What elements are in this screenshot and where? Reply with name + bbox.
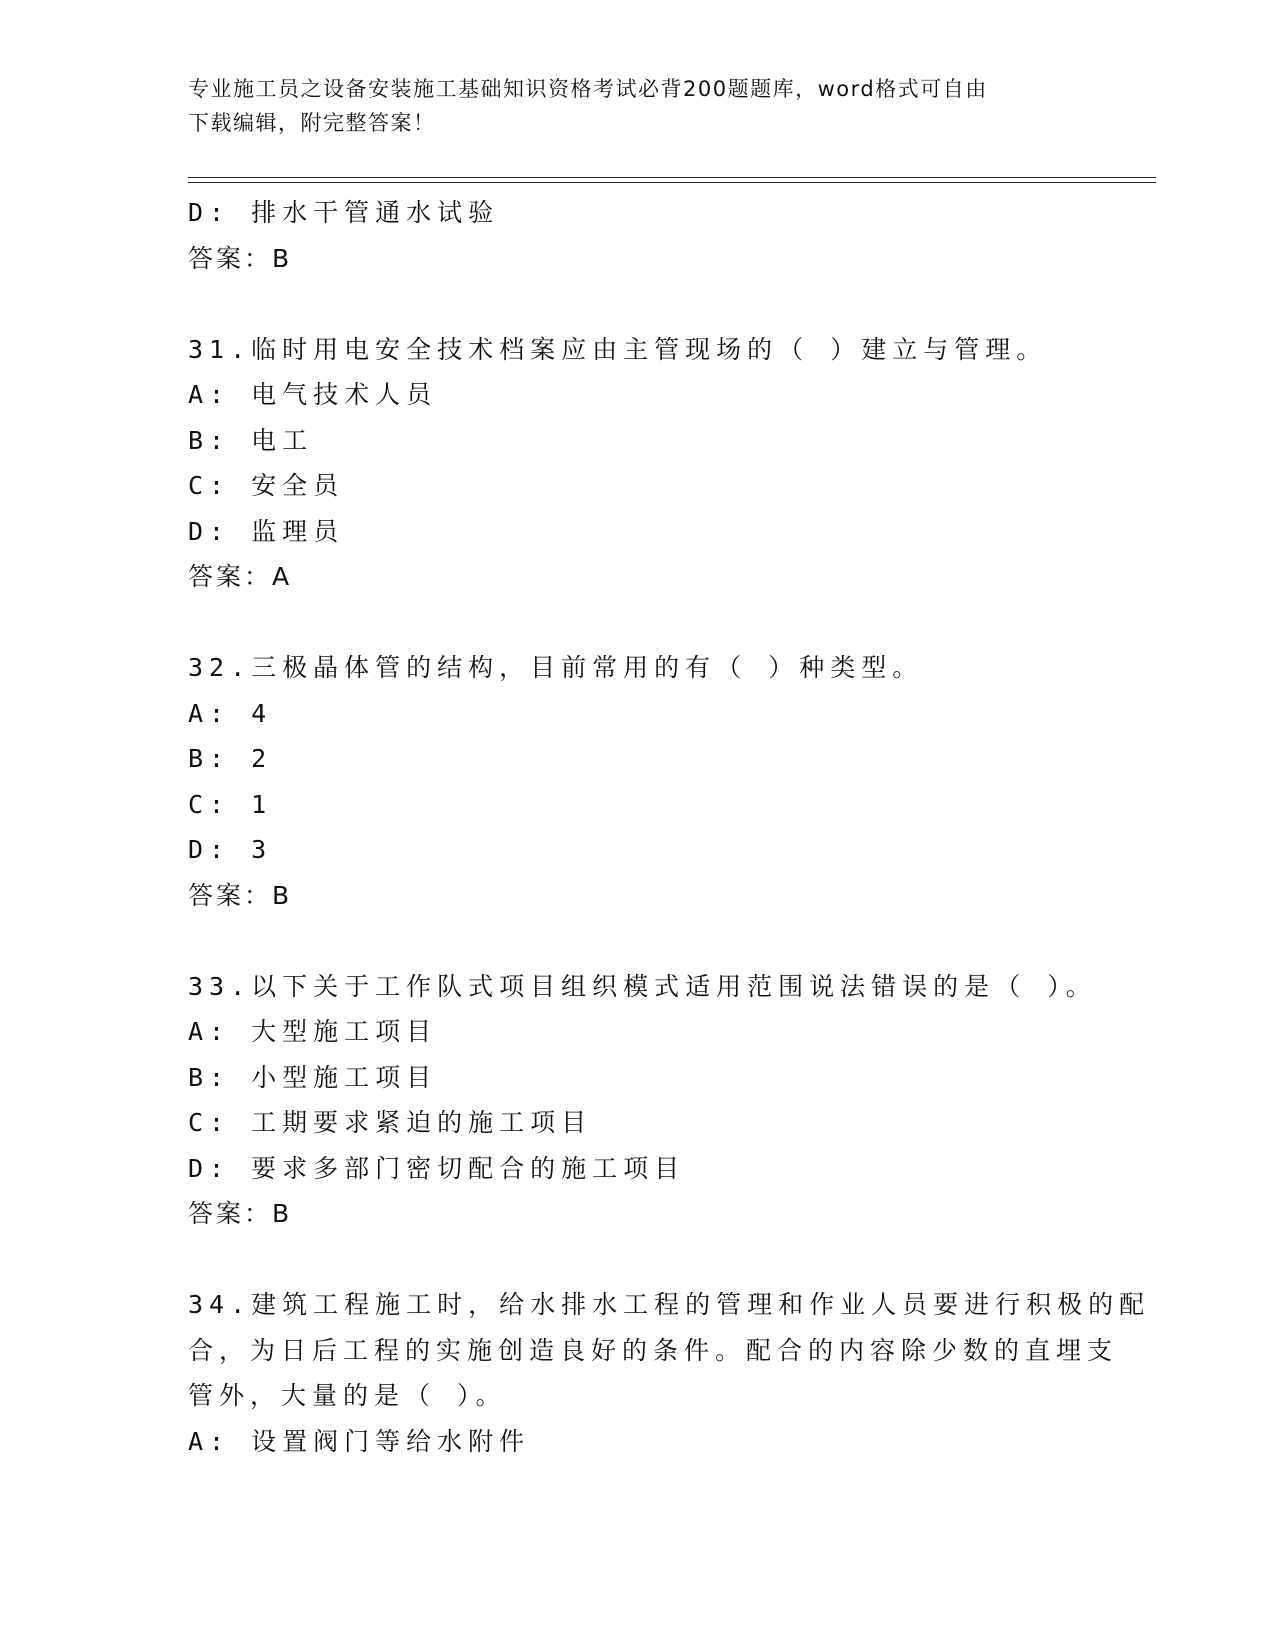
option-c: C: 工期要求紧迫的施工项目 xyxy=(188,1108,593,1137)
header-line-1: 专业施工员之设备安装施工基础知识资格考试必背200题题库，word格式可自由 xyxy=(188,77,988,101)
option-a: A: 电气技术人员 xyxy=(188,380,438,409)
option-d: D: 监理员 xyxy=(188,516,345,546)
answer: 答案：B xyxy=(188,1199,293,1228)
question-31 xyxy=(188,327,1088,600)
document-header xyxy=(188,72,1088,140)
question-text-line-1: 34.建筑工程施工时，给水排水工程的管理和作业人员要进行积极的配 xyxy=(188,1290,1151,1319)
option-b: B: 电工 xyxy=(188,425,314,455)
question-text-line-2: 合，为日后工程的实施创造良好的条件。配合的内容除少数的直埋支 xyxy=(188,1335,1119,1365)
header-rule-bottom xyxy=(188,182,1156,183)
question-33 xyxy=(188,964,1097,1237)
option-d: D: 要求多部门密切配合的施工项目 xyxy=(188,1153,686,1183)
header-line-2: 下载编辑，附完整答案！ xyxy=(188,111,436,135)
answer: 答案：B xyxy=(188,880,293,910)
question-text: 31.临时用电安全技术档案应由主管现场的（ ）建立与管理。 xyxy=(188,334,1048,364)
spacer xyxy=(188,1237,1088,1283)
option-c: C: 安全员 xyxy=(188,471,345,500)
option-d: D: 3 xyxy=(188,835,273,864)
spacer xyxy=(188,918,1088,964)
question-text-line-3: 管外，大量的是（ ）。 xyxy=(188,1381,507,1410)
question-list xyxy=(188,190,1151,1464)
option-b: B: 2 xyxy=(188,744,273,773)
option-d: D: 排水干管通水试验 xyxy=(188,198,500,227)
option-c: C: 1 xyxy=(188,789,273,819)
option-a: A: 4 xyxy=(188,698,273,728)
answer: 答案：A xyxy=(188,562,293,591)
option-b: B: 小型施工项目 xyxy=(188,1062,438,1092)
question-32 xyxy=(188,645,1088,918)
question-text: 33.以下关于工作队式项目组织模式适用范围说法错误的是（ ）。 xyxy=(188,971,1097,1001)
header-rule-top xyxy=(188,177,1156,178)
option-a: A: 大型施工项目 xyxy=(188,1017,438,1046)
spacer xyxy=(188,281,1088,327)
question-text: 32.三极晶体管的结构，目前常用的有（ ）种类型。 xyxy=(188,653,924,682)
answer: 答案：B xyxy=(188,243,293,273)
question-34 xyxy=(188,1282,1151,1464)
option-a: A: 设置阀门等给水附件 xyxy=(188,1426,531,1456)
spacer xyxy=(188,600,1088,646)
